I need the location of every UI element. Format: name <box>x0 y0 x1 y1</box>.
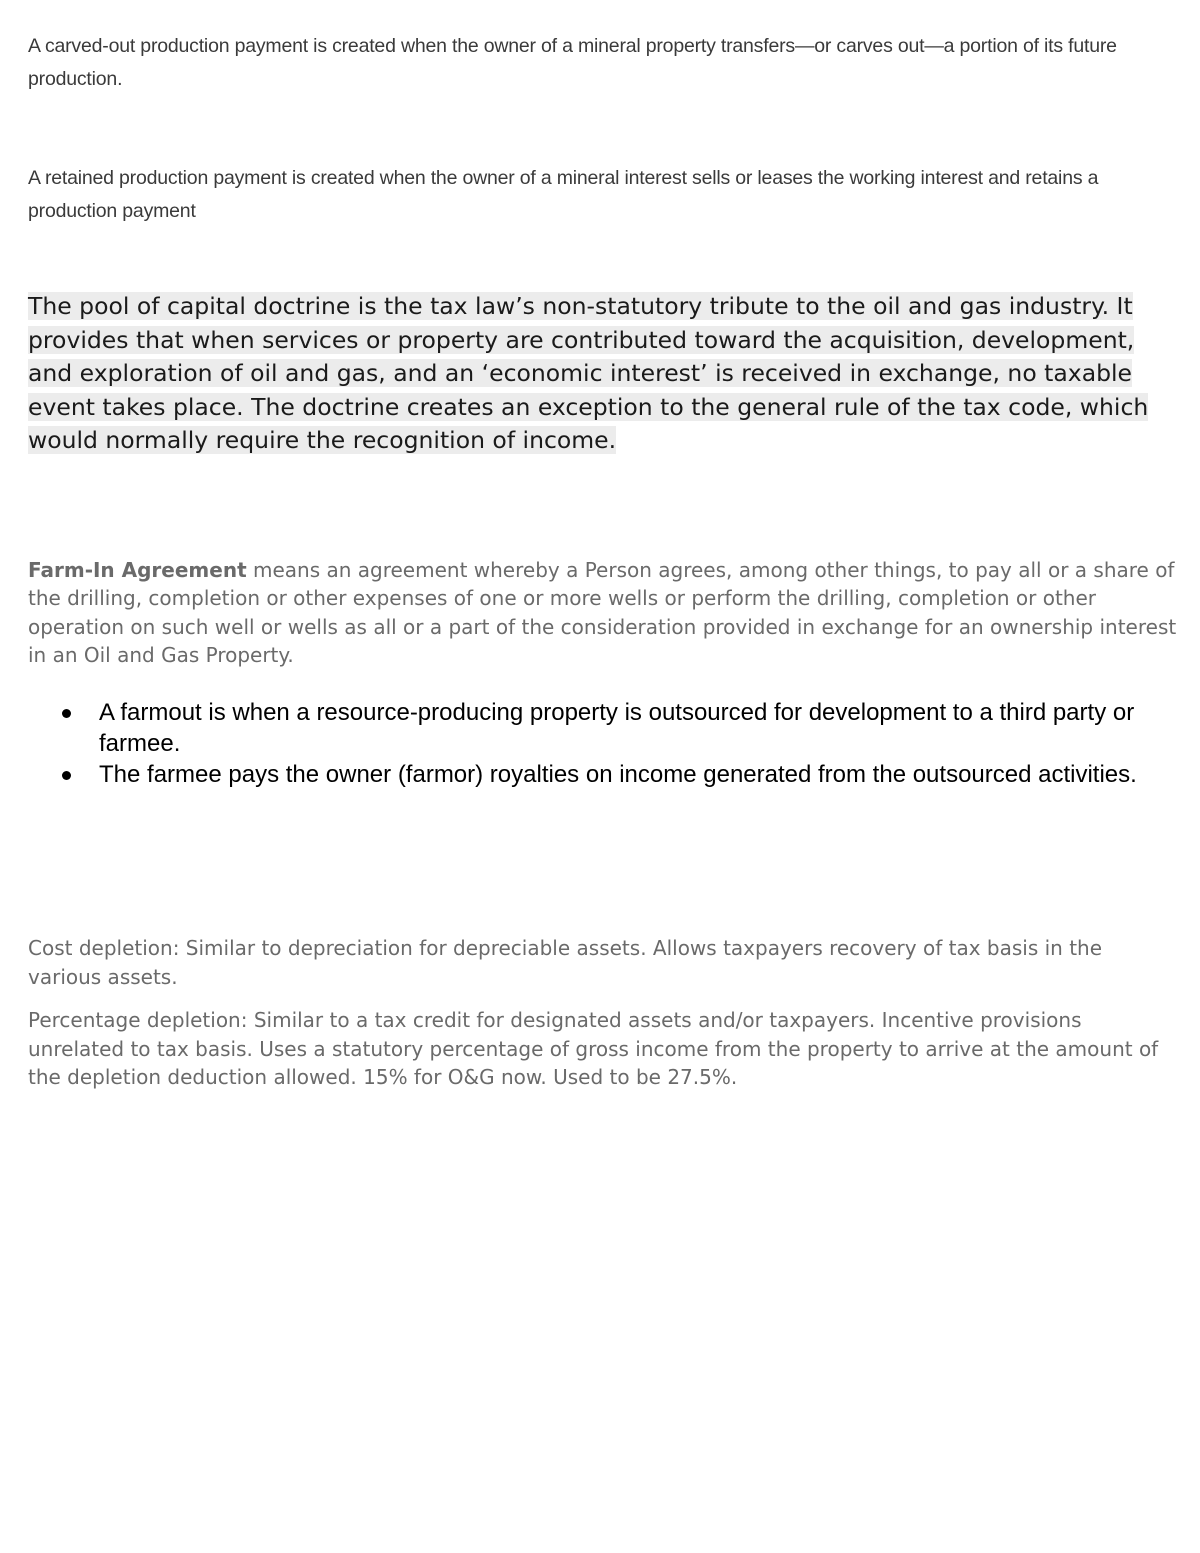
farm-in-agreement-term: Farm-In Agreement <box>28 558 247 582</box>
list-item <box>60 697 1160 759</box>
pool-of-capital-highlighted-text: The pool of capital doctrine is the tax law’s non-statutory tribute to the oil and gas industry. It provides that when services or property are contributed toward the acquisition, development, and exploration of oil and gas, and an ‘economic interest’ is received in exchange, no taxable event takes place. The doctrine creates an exception to the general rule of the tax code, which would normally require the recognition of income. <box>28 292 1149 454</box>
farm-in-agreement-paragraph <box>28 556 1178 669</box>
bullet-icon <box>62 709 71 718</box>
cost-depletion-paragraph: Cost depletion: Similar to depreciation for depreciable assets. Allows taxpayers recovery of tax basis in the various assets. <box>28 936 1103 989</box>
carved-out-production-payment-paragraph: A carved-out production payment is created when the owner of a mineral property transfers—or carves out—a portion of its future production. <box>28 35 1117 90</box>
list-item <box>60 759 1160 790</box>
farm-in-agreement-definition: means an agreement whereby a Person agrees, among other things, to pay all or a share of the drilling, completion or other expenses of one or more wells or perform the drilling, completion or other operation on such well or wells as all or a part of the consideration provided in exchange for an ownership interest in an Oil and Gas Property. <box>28 558 1177 667</box>
retained-production-payment-paragraph: A retained production payment is created when the owner of a mineral interest sells or leases the working interest and retains a production payment <box>28 167 1099 222</box>
farmout-bullet-list <box>60 697 1160 790</box>
bullet-icon <box>62 771 71 780</box>
percentage-depletion-paragraph: Percentage depletion: Similar to a tax credit for designated assets and/or taxpayers. Incentive provisions unrelated to tax basis. Uses a statutory percentage of gross income from the property to arrive at the amount of the depletion deduction allowed. 15% for O&G now. Used to be 27.5%. <box>28 1008 1159 1089</box>
list-item-text: The farmee pays the owner (farmor) royalties on income generated from the outsourced activities. <box>99 761 1137 788</box>
list-item-text: A farmout is when a resource-producing property is outsourced for development to a third party or farmee. <box>99 699 1135 757</box>
pool-of-capital-paragraph <box>28 290 1168 458</box>
